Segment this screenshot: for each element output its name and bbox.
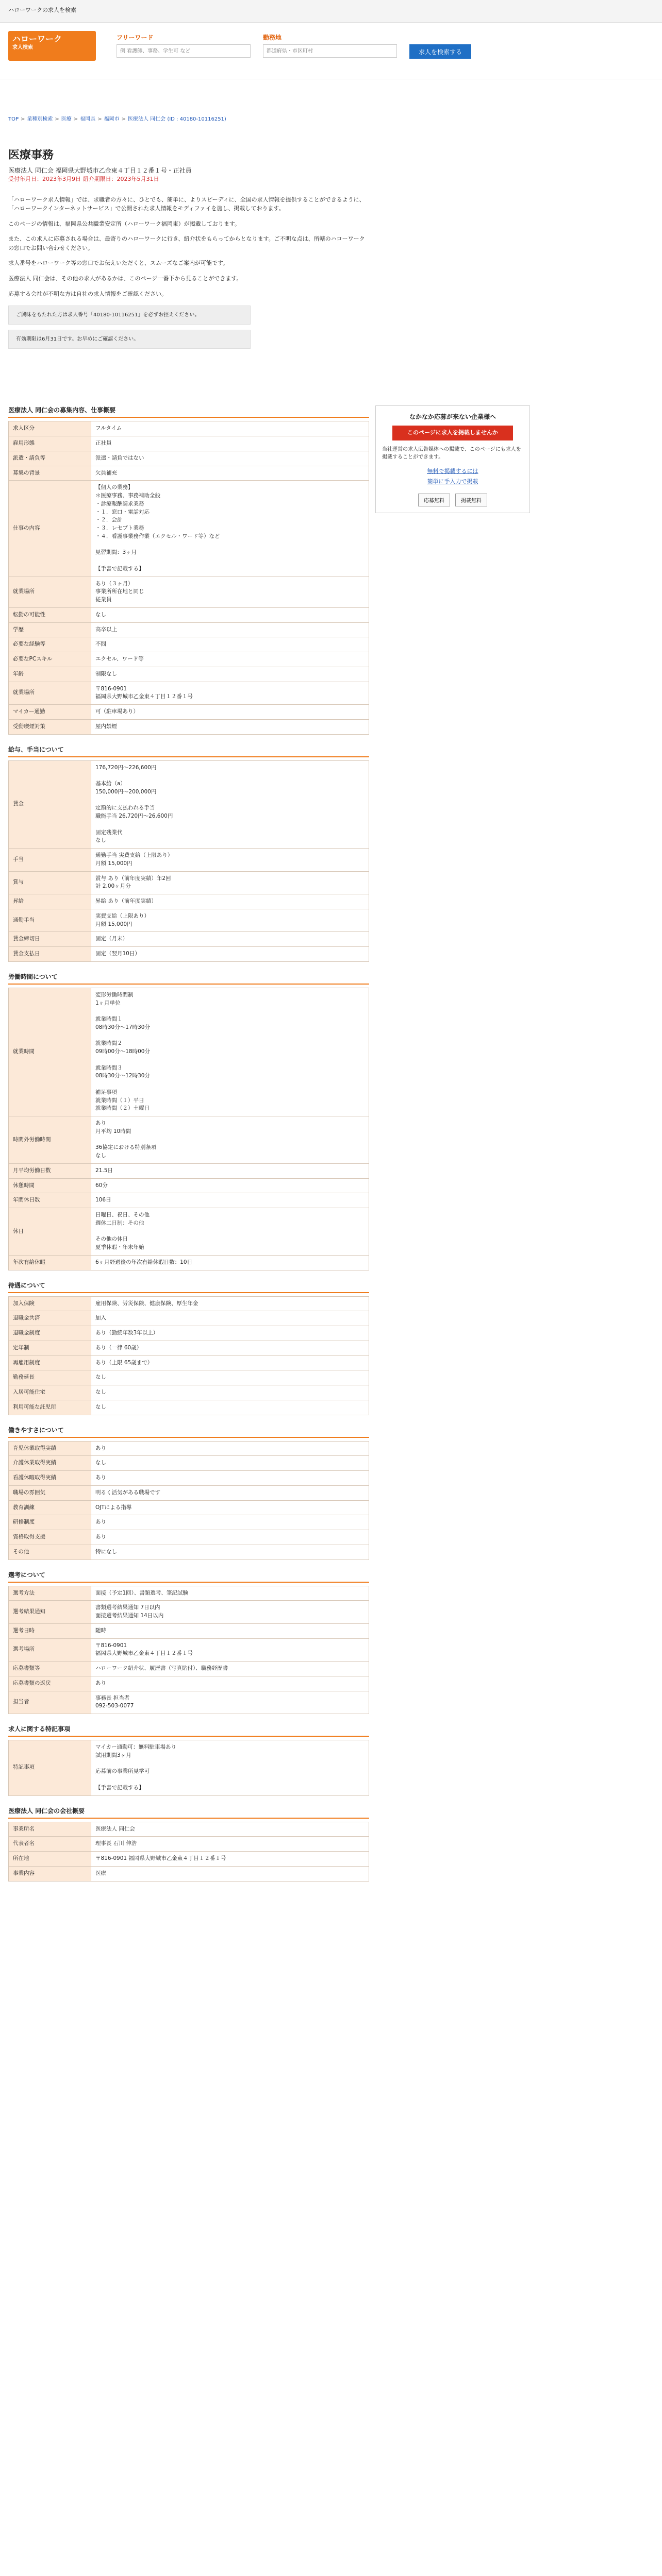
field-value: あり（上限 65歳まで） (91, 1355, 369, 1370)
field-value: 〒816-0901 福岡県大野城市乙金東４丁目１２番１号 (91, 1638, 369, 1662)
field-value: 固定（月末） (91, 932, 369, 947)
table-row (9, 1586, 369, 1601)
field-value: ハローワーク紹介状、履歴書（写真貼付）、職務経歴書 (91, 1662, 369, 1676)
sidebar-message: このページに求人を掲載しませんか (392, 426, 513, 440)
table-row (9, 1530, 369, 1545)
field-label: 賃金 (9, 760, 91, 849)
field-label: 教育訓練 (9, 1500, 91, 1515)
breadcrumb-separator: > (21, 116, 25, 122)
field-label: 再雇用制度 (9, 1355, 91, 1370)
main-content (0, 405, 662, 1891)
field-label: 求人区分 (9, 421, 91, 436)
keyword-label: フリーワード (117, 34, 154, 41)
table-row (9, 1255, 369, 1270)
section-table (8, 421, 369, 734)
job-title-block (8, 147, 654, 184)
field-value: OJTによる指導 (91, 1500, 369, 1515)
field-value: 通勤手当 実費支給（上限あり） 月額 15,000円 (91, 849, 369, 872)
table-row (9, 1852, 369, 1867)
table-row (9, 622, 369, 637)
field-value: 176,720円〜226,600円 基本給（a） 150,000円〜200,000円 定額的に支払われる手当 職能手当 26,720円〜26,600円 固定残業代 なし (91, 760, 369, 849)
field-label: 職場の雰囲気 (9, 1485, 91, 1500)
field-value: 変形労働時間制 1ヶ月単位 就業時間１ 08時30分〜17時30分 就業時間２ 09時00分〜18時00分 就業時間３ 08時30分〜12時30分 補足事項 就業時間（１）平日 就業時間（２）土曜日 (91, 988, 369, 1116)
area-label: 勤務地 (263, 34, 282, 41)
intro-paragraph: 医療法人 同仁会は、その他の求人があるかは、このページ一番下から見ることができます。 (8, 275, 242, 282)
field-label: 担当者 (9, 1691, 91, 1714)
table-row (9, 436, 369, 451)
table-row (9, 1178, 369, 1193)
field-value: 21.5日 (91, 1163, 369, 1178)
field-label: 賞与 (9, 871, 91, 894)
section-table (8, 1822, 369, 1882)
field-label: 学歴 (9, 622, 91, 637)
field-value: あり (91, 1515, 369, 1530)
table-row (9, 1837, 369, 1852)
table-row (9, 1326, 369, 1341)
field-label: 勤務延長 (9, 1370, 91, 1385)
company-line: 医療法人 同仁会 福岡県大野城市乙金東４丁目１２番１号・正社員 (8, 167, 192, 174)
field-label: マイカー通勤 (9, 705, 91, 720)
table-row (9, 1400, 369, 1415)
table-row (9, 1341, 369, 1355)
field-label: 時間外労働時間 (9, 1116, 91, 1164)
notice-1: ご興味をもたれた方は求人番号「40180-10116251」を必ずお控えください。 (8, 306, 251, 325)
field-value: なし (91, 1456, 369, 1471)
field-label: 選考日時 (9, 1623, 91, 1638)
table-row (9, 481, 369, 577)
field-label: 昇給 (9, 894, 91, 909)
table-row (9, 947, 369, 962)
field-value: なし (91, 1400, 369, 1415)
table-row (9, 1456, 369, 1471)
field-value: 医療 (91, 1866, 369, 1881)
field-value: マイカー通勤可：無料駐車場あり 試用期間3ヶ月 応募前の事業所見学可 【手書で記載する】 (91, 1740, 369, 1796)
table-row (9, 719, 369, 734)
sidebar (375, 405, 530, 1891)
field-value: 事務長 担当者 092-503-0077 (91, 1691, 369, 1714)
job-title: 医療事務 (8, 149, 54, 162)
field-label: 代表者名 (9, 1837, 91, 1852)
table-row (9, 1623, 369, 1638)
field-label: 休日 (9, 1208, 91, 1256)
section-table (8, 1586, 369, 1715)
field-label: 手当 (9, 849, 91, 872)
field-value: 制限なし (91, 667, 369, 682)
table-row (9, 909, 369, 932)
field-value: 6ヶ月経過後の年次有給休暇日数：10日 (91, 1255, 369, 1270)
section-title: 待遇について (8, 1281, 369, 1293)
keyword-input[interactable] (117, 44, 251, 58)
field-value: 〒816-0901 福岡県大野城市乙金東４丁目１２番１号 (91, 682, 369, 705)
table-row (9, 1691, 369, 1714)
field-value: 欠員補充 (91, 466, 369, 481)
section-table (8, 1296, 369, 1415)
field-label: 定年制 (9, 1341, 91, 1355)
sidebar-ad (375, 405, 530, 513)
field-value: 雇用保険、労災保険、健康保険、厚生年金 (91, 1296, 369, 1311)
table-row (9, 1500, 369, 1515)
field-label: 通勤手当 (9, 909, 91, 932)
notice-2: 有効期限は6月31日です。お早めにご確認ください。 (8, 330, 251, 349)
field-value: 正社員 (91, 436, 369, 451)
field-value: 可（駐車場あり） (91, 705, 369, 720)
table-row (9, 652, 369, 667)
field-value: エクセル、ワード等 (91, 652, 369, 667)
field-value: 賞与 あり（前年度実績）年2回 計 2.00ヶ月分 (91, 871, 369, 894)
field-label: 月平均労働日数 (9, 1163, 91, 1178)
field-label: 介護休業取得実績 (9, 1456, 91, 1471)
logo-line2: 求人検索 (12, 45, 33, 51)
section-table (8, 988, 369, 1270)
field-label: 退職金共済 (9, 1311, 91, 1326)
sidebar-button-2[interactable]: 掲載無料 (455, 494, 487, 506)
field-value: 高卒以上 (91, 622, 369, 637)
site-header (0, 23, 662, 79)
table-row (9, 1311, 369, 1326)
field-label: 所在地 (9, 1852, 91, 1867)
topbar-text: ハローワークの求人を検索 (8, 7, 76, 13)
field-value: 面接（予定1回）、書類選考、筆記試験 (91, 1586, 369, 1601)
field-label: 雇用形態 (9, 436, 91, 451)
section-title: 労働時間について (8, 972, 369, 985)
table-row (9, 637, 369, 652)
section-title: 医療法人 同仁会の会社概要 (8, 1806, 369, 1819)
field-label: 看護休暇取得実績 (9, 1471, 91, 1486)
field-label: 派遣・請負等 (9, 451, 91, 466)
field-value: あり (91, 1441, 369, 1456)
field-value: 日曜日、祝日、その他 週休二日制：その他 その他の休日 夏季休暇・年末年始 (91, 1208, 369, 1256)
field-value: なし (91, 607, 369, 622)
area-input[interactable] (263, 44, 397, 58)
intro-paragraph: 求人番号をハローワーク等の窓口でお伝えいただくと、スムーズなご案内が可能です。 (8, 260, 229, 267)
field-value: あり（一律 60歳） (91, 1341, 369, 1355)
field-label: 年次有給休暇 (9, 1255, 91, 1270)
breadcrumb-separator: > (73, 116, 78, 122)
field-label: 応募書類等 (9, 1662, 91, 1676)
table-row (9, 849, 369, 872)
field-value: あり (91, 1676, 369, 1691)
field-value: 屋内禁煙 (91, 719, 369, 734)
table-row (9, 1515, 369, 1530)
field-label: 入居可能住宅 (9, 1385, 91, 1400)
field-label: 事業所名 (9, 1822, 91, 1837)
breadcrumb (8, 115, 662, 123)
field-value: 【個人の業務】 ＊医療事務、事務補助全般 ・診療報酬請求業務 ・１．窓口・電話対応 ・２．会計 ・３．レセプト業務 ・４．看護事業務作業（エクセル・ワード等）など 見習期間：3ヶ月 【手書で記載する】 (91, 481, 369, 577)
section-table (8, 760, 369, 962)
table-row (9, 894, 369, 909)
table-row (9, 871, 369, 894)
table-row (9, 577, 369, 607)
intro-paragraph: また、この求人に応募される場合は、最寄りのハローワークに行き、紹介状をもらってからとなります。ご不明な点は、所轄のハローワークの窓口でお問い合わせください。 (8, 235, 365, 251)
field-value: 106日 (91, 1193, 369, 1208)
field-label: 就業場所 (9, 682, 91, 705)
sidebar-link-2[interactable]: 簡単に手入力で掲載 (427, 478, 478, 485)
table-row (9, 1471, 369, 1486)
field-label: 年間休日数 (9, 1193, 91, 1208)
sidebar-button-1[interactable]: 応募無料 (418, 494, 450, 506)
table-row (9, 1601, 369, 1624)
breadcrumb-item[interactable]: 医療法人 同仁会 (ID : 40180-10116251) (127, 116, 226, 122)
section-title: 選考について (8, 1570, 369, 1583)
field-value: 特になし (91, 1545, 369, 1560)
field-label: 受動喫煙対策 (9, 719, 91, 734)
section-title: 働きやすさについて (8, 1426, 369, 1438)
table-row (9, 1545, 369, 1560)
job-details (8, 405, 369, 1891)
logo-line1: ハローワーク (12, 34, 62, 44)
section-table (8, 1740, 369, 1796)
breadcrumb-item[interactable]: 医療 (61, 116, 72, 122)
table-row (9, 705, 369, 720)
field-value: 〒816-0901 福岡県大野城市乙金東４丁目１２番１号 (91, 1852, 369, 1867)
table-row (9, 667, 369, 682)
intro-paragraph: 「ハローワーク求人情報」では、求職者の方々に、ひとでも、簡単に、よりスピーディに、全国の求人情報を提供することができるように、「ハローワークインターネットサービス」で公開された求人情報をモディファイを施し、掲載しております。 (8, 196, 365, 212)
site-logo[interactable] (8, 31, 96, 61)
table-row (9, 1662, 369, 1676)
field-value: 派遣・請負ではない (91, 451, 369, 466)
table-row (9, 1163, 369, 1178)
section-title: 医療法人 同仁会の募集内容、仕事概要 (8, 405, 369, 418)
field-label: 必要なPCスキル (9, 652, 91, 667)
sidebar-link-1[interactable]: 無料で掲載するには (427, 467, 478, 474)
table-row (9, 1193, 369, 1208)
intro-paragraph: 応募する会社が不明な方は自社の求人情報をご確認ください。 (8, 290, 167, 297)
field-value: あり（３ヶ月） 事業所所在地と同じ 従業員 (91, 577, 369, 607)
field-label: 仕事の内容 (9, 481, 91, 577)
breadcrumb-item[interactable]: TOP (8, 116, 19, 122)
section-table (8, 1441, 369, 1560)
field-label: 必要な経験等 (9, 637, 91, 652)
field-label: 賃金締切日 (9, 932, 91, 947)
intro-paragraph: このページの情報は、福岡県公共職業安定所（ハローワーク福岡東）が掲載しております。 (8, 220, 240, 227)
table-row (9, 1355, 369, 1370)
field-value: なし (91, 1385, 369, 1400)
field-label: 育児休業取得実績 (9, 1441, 91, 1456)
search-button[interactable]: 求人を検索する (409, 44, 471, 59)
section-title: 給与、手当について (8, 745, 369, 757)
table-row (9, 932, 369, 947)
table-row (9, 466, 369, 481)
field-value: 理事長 石川 伸浩 (91, 1837, 369, 1852)
field-value: 随時 (91, 1623, 369, 1638)
section-title: 求人に関する特記事項 (8, 1724, 369, 1737)
table-row (9, 451, 369, 466)
field-label: 賃金支払日 (9, 947, 91, 962)
field-label: 年齢 (9, 667, 91, 682)
field-value: 固定（翌月10日） (91, 947, 369, 962)
table-row (9, 682, 369, 705)
breadcrumb-separator: > (97, 116, 102, 122)
field-value: あり 月平均 10時間 36協定における特別条項 なし (91, 1116, 369, 1164)
job-meta: 受付年月日：2023年3月9日 紹介期限日：2023年5月31日 (8, 176, 159, 182)
field-value: あり（勤続年数3年以上） (91, 1326, 369, 1341)
breadcrumb-separator: > (121, 116, 126, 122)
sidebar-text: 当社運営の求人広告媒体への掲載で、このページにも求人を掲載することができます。 (382, 446, 521, 460)
intro-text (8, 195, 369, 299)
field-value: 明るく活気がある職場です (91, 1485, 369, 1500)
topbar (0, 0, 662, 23)
field-label: 転勤の可能性 (9, 607, 91, 622)
table-row (9, 988, 369, 1116)
breadcrumb-item[interactable]: 業種別検索 (27, 116, 53, 122)
table-row (9, 1441, 369, 1456)
field-label: 募集の背景 (9, 466, 91, 481)
table-row (9, 1208, 369, 1256)
field-value: フルタイム (91, 421, 369, 436)
field-label: 応募書類の返戻 (9, 1676, 91, 1691)
table-row (9, 421, 369, 436)
field-label: 研修制度 (9, 1515, 91, 1530)
table-row (9, 1485, 369, 1500)
field-value: 不問 (91, 637, 369, 652)
field-value: 60分 (91, 1178, 369, 1193)
field-label: 休憩時間 (9, 1178, 91, 1193)
field-value: 加入 (91, 1311, 369, 1326)
field-label: 加入保険 (9, 1296, 91, 1311)
table-row (9, 760, 369, 849)
table-row (9, 1822, 369, 1837)
field-label: 選考結果通知 (9, 1601, 91, 1624)
table-row (9, 1385, 369, 1400)
field-value: 医療法人 同仁会 (91, 1822, 369, 1837)
breadcrumb-item[interactable]: 福岡県 (80, 116, 96, 122)
field-value: あり (91, 1471, 369, 1486)
breadcrumb-separator: > (55, 116, 59, 122)
table-row (9, 1740, 369, 1796)
sidebar-title: なかなか応募が来ない企業様へ (409, 413, 496, 421)
field-label: 退職金制度 (9, 1326, 91, 1341)
table-row (9, 1296, 369, 1311)
field-label: 特記事項 (9, 1740, 91, 1796)
field-value: あり (91, 1530, 369, 1545)
field-label: 事業内容 (9, 1866, 91, 1881)
field-label: 就業時間 (9, 988, 91, 1116)
field-label: 利用可能な託児所 (9, 1400, 91, 1415)
field-label: 選考場所 (9, 1638, 91, 1662)
field-label: 資格取得支援 (9, 1530, 91, 1545)
field-value: 昇給 あり（前年度実績） (91, 894, 369, 909)
search-area (117, 33, 471, 59)
table-row (9, 1638, 369, 1662)
field-label: 選考方法 (9, 1586, 91, 1601)
table-row (9, 1866, 369, 1881)
breadcrumb-item[interactable]: 福岡市 (104, 116, 120, 122)
table-row (9, 1370, 369, 1385)
field-label: その他 (9, 1545, 91, 1560)
field-label: 就業場所 (9, 577, 91, 607)
field-value: 実費支給（上限あり） 月額 15,000円 (91, 909, 369, 932)
table-row (9, 1676, 369, 1691)
table-row (9, 1116, 369, 1164)
field-value: 書類選考結果通知 7日以内 面接選考結果通知 14日以内 (91, 1601, 369, 1624)
table-row (9, 607, 369, 622)
field-value: なし (91, 1370, 369, 1385)
